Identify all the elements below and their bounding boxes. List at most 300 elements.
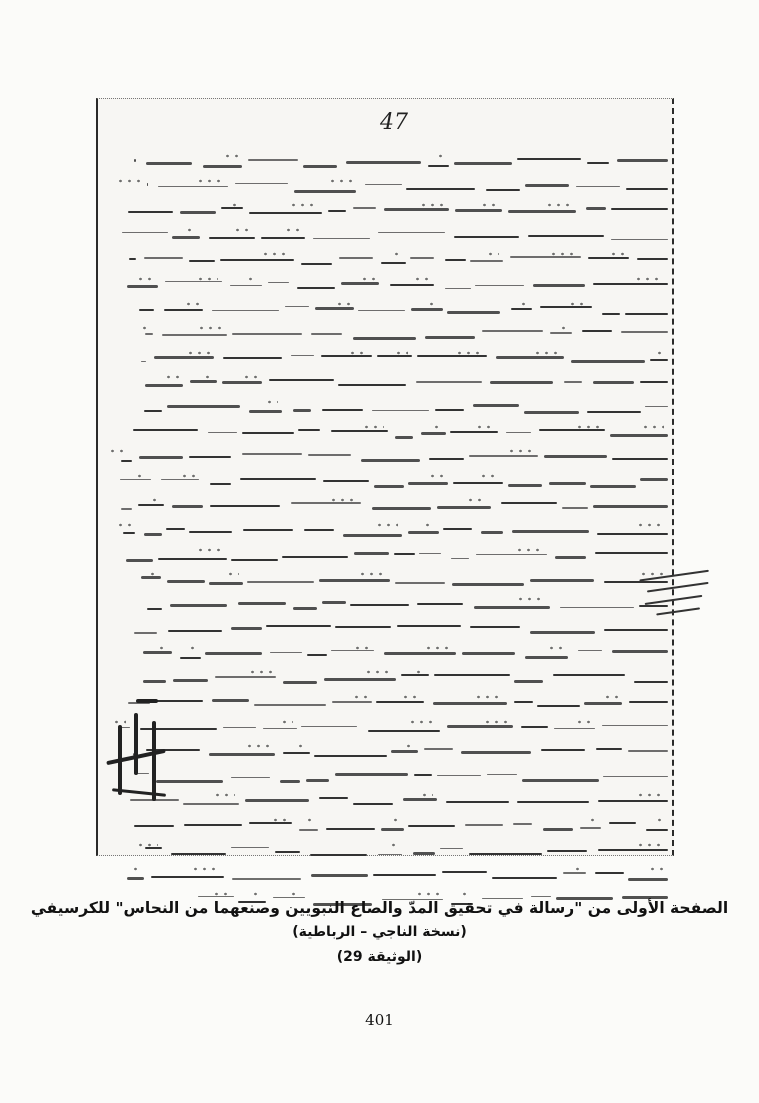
ink-dots	[432, 423, 442, 431]
ink-dots	[480, 201, 498, 209]
ink-stroke	[144, 410, 162, 412]
ink-stroke	[245, 799, 309, 802]
ink-stroke	[461, 751, 531, 754]
ink-stroke	[410, 257, 434, 259]
ink-stroke	[242, 453, 302, 455]
ink-stroke	[481, 531, 503, 534]
manuscript-line	[108, 419, 668, 444]
ink-stroke	[487, 774, 517, 776]
ink-stroke	[180, 211, 216, 214]
ink-stroke	[530, 631, 595, 634]
ink-stroke	[454, 236, 519, 238]
manuscript-line	[108, 320, 668, 345]
ink-stroke	[598, 849, 668, 851]
ink-stroke	[492, 877, 557, 879]
ink-stroke	[640, 381, 668, 383]
ink-dots	[246, 275, 258, 283]
ink-stroke	[537, 705, 580, 707]
ink-stroke	[617, 159, 668, 162]
ink-stroke	[584, 702, 622, 705]
ink-stroke	[242, 432, 294, 434]
ink-stroke	[564, 381, 582, 383]
ink-stroke	[486, 189, 520, 191]
ink-dots	[203, 373, 213, 381]
ink-stroke	[628, 750, 668, 752]
ink-stroke	[602, 725, 668, 727]
manuscript-line	[108, 738, 668, 763]
ink-stroke	[445, 288, 471, 290]
ink-stroke	[446, 801, 509, 803]
ink-stroke	[553, 674, 625, 676]
ink-dots	[188, 644, 197, 652]
ink-dots	[289, 201, 318, 209]
ink-dots	[233, 226, 251, 234]
manuscript-line	[108, 148, 668, 173]
ink-stroke	[372, 410, 429, 412]
ink-stroke	[424, 748, 453, 750]
ink-stroke	[593, 381, 634, 384]
ink-dots	[414, 668, 425, 676]
ink-stroke	[506, 432, 531, 434]
ink-stroke	[343, 534, 402, 537]
ink-dots	[148, 570, 157, 578]
ink-stroke	[508, 210, 576, 213]
ink-stroke	[452, 583, 524, 586]
ink-dots	[335, 300, 350, 308]
ink-stroke	[138, 504, 164, 506]
ink-stroke	[598, 800, 668, 802]
ink-stroke	[210, 483, 231, 485]
manuscript-line	[108, 812, 668, 837]
ink-stroke	[395, 582, 445, 584]
ink-stroke	[603, 776, 668, 778]
ink-stroke	[291, 355, 314, 357]
ink-stroke	[238, 602, 286, 605]
ink-dots	[401, 693, 420, 701]
manuscript-line	[108, 369, 668, 394]
ink-stroke	[530, 579, 594, 582]
ink-dots	[559, 324, 568, 332]
ink-stroke	[306, 779, 329, 782]
ink-stroke	[141, 361, 146, 363]
ink-stroke	[470, 260, 503, 262]
ink-stroke	[372, 507, 431, 510]
ink-dots	[404, 742, 414, 750]
ink-stroke	[435, 409, 464, 411]
ink-stroke	[146, 162, 192, 165]
ink-dots	[150, 496, 160, 504]
ink-stroke	[162, 334, 227, 336]
page-number: 401	[365, 1011, 394, 1029]
manuscript-line	[108, 542, 668, 567]
ink-stroke	[168, 630, 222, 632]
ink-dots	[348, 349, 368, 357]
ink-stroke	[353, 207, 376, 209]
manuscript-line	[108, 296, 668, 321]
ink-dots	[389, 841, 398, 849]
ink-dots	[108, 447, 128, 455]
manuscript-line	[108, 664, 668, 689]
ink-dots	[136, 841, 158, 849]
ink-stroke	[554, 728, 595, 730]
ink-stroke	[514, 680, 543, 683]
ink-stroke	[469, 853, 542, 855]
ink-stroke	[280, 780, 300, 783]
ink-dots	[408, 718, 436, 726]
ink-stroke	[173, 679, 208, 682]
ink-stroke	[134, 825, 174, 827]
ink-stroke	[222, 381, 262, 384]
manuscript-line	[108, 591, 668, 616]
ink-stroke	[501, 502, 557, 504]
ink-stroke	[326, 828, 375, 830]
ink-dots	[420, 791, 433, 799]
ink-stroke	[298, 429, 320, 431]
ink-stroke	[210, 505, 280, 507]
ink-stroke	[307, 654, 327, 656]
manuscript-line	[108, 689, 668, 714]
ink-stroke	[365, 184, 402, 186]
ink-stroke	[596, 748, 622, 750]
ink-dots	[415, 890, 439, 898]
ink-dots	[230, 201, 239, 209]
ink-stroke	[172, 505, 203, 508]
ink-stroke	[433, 702, 507, 705]
ink-stroke	[612, 458, 668, 460]
ink-dots	[328, 177, 352, 185]
ink-stroke	[139, 456, 183, 459]
ink-stroke	[282, 556, 348, 558]
ink-stroke	[394, 553, 415, 555]
ink-stroke	[301, 263, 332, 265]
ink-stroke	[543, 828, 573, 831]
ink-stroke	[610, 434, 668, 437]
ink-dots	[364, 668, 392, 676]
ink-dots	[655, 349, 664, 357]
ink-stroke	[590, 485, 636, 488]
ink-stroke	[373, 874, 436, 876]
ink-dots	[455, 349, 483, 357]
ink-stroke	[640, 478, 668, 481]
ink-stroke	[474, 606, 550, 609]
ink-dots	[271, 816, 288, 824]
ink-stroke	[473, 404, 519, 407]
ink-dots	[609, 250, 625, 258]
ink-stroke	[408, 531, 439, 534]
ink-stroke	[266, 625, 331, 627]
ink-stroke	[470, 626, 520, 628]
caption-title: الصفحة الأولى من "رسالة في تحقيق المدّ والصاع النبويين وصنعهما من النحاس" للكرسيفي	[30, 899, 729, 917]
ink-stroke	[434, 674, 510, 676]
ink-stroke	[571, 360, 645, 363]
manuscript-line	[108, 566, 668, 591]
ink-stroke	[285, 306, 309, 308]
ink-dots	[603, 693, 618, 701]
ink-dots	[394, 349, 408, 357]
ink-dots	[186, 349, 210, 357]
ink-stroke	[634, 681, 668, 683]
ink-dots	[474, 693, 503, 701]
ink-dots	[375, 521, 398, 529]
ink-stroke	[490, 381, 553, 384]
ink-dots	[352, 693, 368, 701]
ink-stroke	[314, 755, 387, 757]
ink-dots	[588, 816, 597, 824]
manuscript-line	[108, 345, 668, 370]
caption-document-number: (الوثيقة 29)	[336, 949, 423, 965]
ink-stroke	[304, 529, 334, 531]
ink-dots	[573, 865, 582, 873]
ink-stroke	[476, 554, 547, 556]
ink-stroke	[335, 773, 408, 776]
ink-dots	[466, 496, 487, 504]
ink-stroke	[384, 652, 456, 655]
ink-stroke	[408, 482, 448, 485]
ink-stroke	[555, 556, 586, 559]
ink-stroke	[525, 184, 569, 187]
ink-dots	[436, 152, 445, 160]
ink-stroke	[611, 239, 668, 241]
ink-stroke	[376, 701, 424, 703]
ink-stroke	[522, 779, 599, 782]
ink-stroke	[514, 701, 533, 703]
ink-stroke	[508, 484, 542, 487]
ink-stroke	[151, 876, 224, 878]
ink-stroke	[270, 652, 302, 654]
ink-stroke	[482, 330, 543, 332]
ink-stroke	[180, 657, 201, 659]
ink-dots	[419, 201, 445, 209]
ink-stroke	[220, 259, 294, 261]
ink-stroke	[597, 533, 668, 535]
ink-stroke	[437, 775, 481, 777]
ink-dots	[392, 250, 402, 258]
ink-dots	[533, 349, 560, 357]
ink-dots	[280, 718, 293, 726]
ink-stroke	[129, 258, 136, 260]
ink-stroke	[602, 313, 620, 315]
ink-stroke	[275, 851, 300, 853]
ink-stroke	[231, 627, 262, 630]
ink-stroke	[629, 701, 668, 703]
ink-stroke	[562, 507, 588, 509]
ink-stroke	[158, 558, 227, 560]
manuscript-line	[108, 837, 668, 862]
ink-stroke	[144, 257, 183, 259]
ink-stroke	[531, 896, 551, 898]
ink-dots	[634, 275, 664, 283]
ink-stroke	[126, 559, 153, 562]
ink-stroke	[361, 459, 420, 462]
ink-stroke	[580, 827, 601, 829]
ink-stroke	[323, 480, 369, 482]
ink-stroke	[541, 749, 585, 751]
manuscript-line	[108, 197, 668, 222]
ink-stroke	[294, 190, 356, 193]
ink-dots	[265, 398, 278, 406]
ink-dots	[196, 275, 218, 283]
ink-dots	[223, 152, 238, 160]
ink-stroke	[311, 333, 342, 335]
ink-dots	[428, 472, 444, 480]
ink-dots	[549, 250, 577, 258]
ink-dots	[636, 841, 664, 849]
ink-stroke	[269, 379, 334, 381]
ink-stroke	[447, 311, 500, 314]
ink-stroke	[209, 753, 275, 756]
ink-stroke	[528, 235, 604, 237]
manuscript-line	[108, 394, 668, 419]
ink-stroke	[465, 824, 503, 826]
ink-stroke	[205, 652, 262, 655]
ink-stroke	[209, 237, 255, 239]
ink-stroke	[378, 854, 402, 856]
manuscript-line	[108, 714, 668, 739]
ink-stroke	[339, 257, 373, 259]
ink-stroke	[475, 285, 524, 287]
ink-stroke	[215, 676, 276, 678]
ink-dots	[212, 890, 230, 898]
ink-stroke	[525, 656, 568, 659]
ink-dots	[655, 816, 664, 824]
ink-dots	[164, 373, 179, 381]
ink-stroke	[249, 212, 322, 214]
ink-stroke	[212, 699, 249, 702]
ink-dots	[391, 816, 400, 824]
ink-stroke	[283, 681, 317, 684]
ink-stroke	[232, 878, 301, 880]
ink-stroke	[517, 158, 581, 160]
ink-stroke	[123, 532, 135, 534]
ink-dots	[329, 496, 357, 504]
ink-stroke	[171, 853, 226, 855]
ink-dots	[185, 226, 196, 234]
ink-dots	[197, 324, 223, 332]
ink-dots	[180, 472, 195, 480]
ink-stroke	[313, 238, 370, 240]
ink-stroke	[212, 310, 279, 312]
ink-stroke	[328, 210, 346, 212]
ink-stroke	[303, 165, 337, 168]
ink-stroke	[625, 313, 668, 315]
ink-stroke	[450, 431, 498, 433]
ink-dots	[486, 250, 499, 258]
ink-dots	[360, 275, 375, 283]
ink-stroke	[462, 652, 515, 655]
ink-stroke	[319, 797, 348, 799]
ink-stroke	[419, 553, 441, 555]
ink-stroke	[189, 260, 215, 262]
ink-stroke	[338, 384, 406, 386]
ink-dots	[245, 742, 271, 750]
ink-stroke	[408, 825, 455, 827]
ink-stroke	[268, 282, 289, 284]
ink-stroke	[353, 337, 416, 340]
ink-dots	[516, 595, 546, 603]
ink-dots	[289, 890, 301, 898]
ink-stroke	[203, 165, 242, 168]
caption-source: (نسخة الناجي – الرباطية)	[292, 924, 467, 940]
ink-stroke	[310, 854, 367, 856]
ink-stroke	[172, 236, 200, 239]
ink-stroke	[144, 533, 162, 536]
ink-stroke	[560, 607, 634, 609]
ink-stroke	[147, 608, 162, 610]
ink-stroke	[442, 871, 487, 873]
ink-stroke	[128, 211, 173, 213]
ink-stroke	[167, 580, 205, 583]
ink-dots	[305, 816, 314, 824]
ink-stroke	[378, 232, 445, 234]
ink-dots	[135, 472, 147, 480]
ink-stroke	[455, 209, 502, 212]
ink-stroke	[421, 432, 446, 435]
ink-stroke	[544, 455, 607, 458]
ink-stroke	[139, 309, 154, 311]
ink-stroke	[587, 411, 641, 413]
ink-dots	[568, 300, 588, 308]
ink-stroke	[604, 629, 668, 631]
ink-stroke	[164, 309, 203, 311]
ink-dots	[248, 668, 272, 676]
ink-stroke	[235, 183, 288, 185]
ink-dots	[648, 865, 664, 873]
ink-dots	[636, 791, 664, 799]
ink-stroke	[145, 333, 153, 335]
ink-stroke	[166, 528, 185, 530]
manuscript-line	[108, 787, 668, 812]
seal-signature	[96, 695, 176, 810]
ink-stroke	[358, 310, 405, 312]
ink-dots	[116, 521, 131, 529]
ink-dots	[196, 177, 224, 185]
ink-stroke	[587, 162, 609, 164]
ink-stroke	[428, 165, 449, 167]
manuscript-handwriting	[108, 148, 668, 910]
ink-dots	[507, 447, 534, 455]
ink-stroke	[453, 482, 503, 484]
ink-stroke	[612, 650, 668, 653]
ink-stroke	[524, 411, 579, 414]
ink-stroke	[440, 848, 463, 850]
ink-stroke	[576, 186, 620, 188]
ink-stroke	[293, 607, 317, 610]
ink-stroke	[319, 579, 390, 582]
manuscript-line	[108, 222, 668, 247]
ink-dots	[362, 423, 384, 431]
ink-stroke	[445, 259, 466, 261]
ink-stroke	[549, 482, 586, 485]
ink-dots	[184, 300, 199, 308]
ink-dots	[479, 472, 499, 480]
ink-stroke	[626, 188, 668, 190]
ink-stroke	[353, 803, 393, 805]
ink-stroke	[381, 828, 404, 831]
manuscript-line	[108, 443, 668, 468]
ink-stroke	[628, 878, 668, 881]
ink-dots	[423, 521, 435, 529]
ink-stroke	[127, 877, 144, 880]
ink-dots	[545, 201, 572, 209]
ink-stroke	[517, 801, 589, 803]
ink-stroke	[637, 258, 668, 260]
ink-stroke	[134, 159, 136, 162]
ink-stroke	[521, 726, 548, 728]
ink-stroke	[443, 528, 472, 530]
ink-dots	[636, 521, 664, 529]
ink-dots	[475, 423, 494, 431]
ink-stroke	[170, 604, 227, 607]
